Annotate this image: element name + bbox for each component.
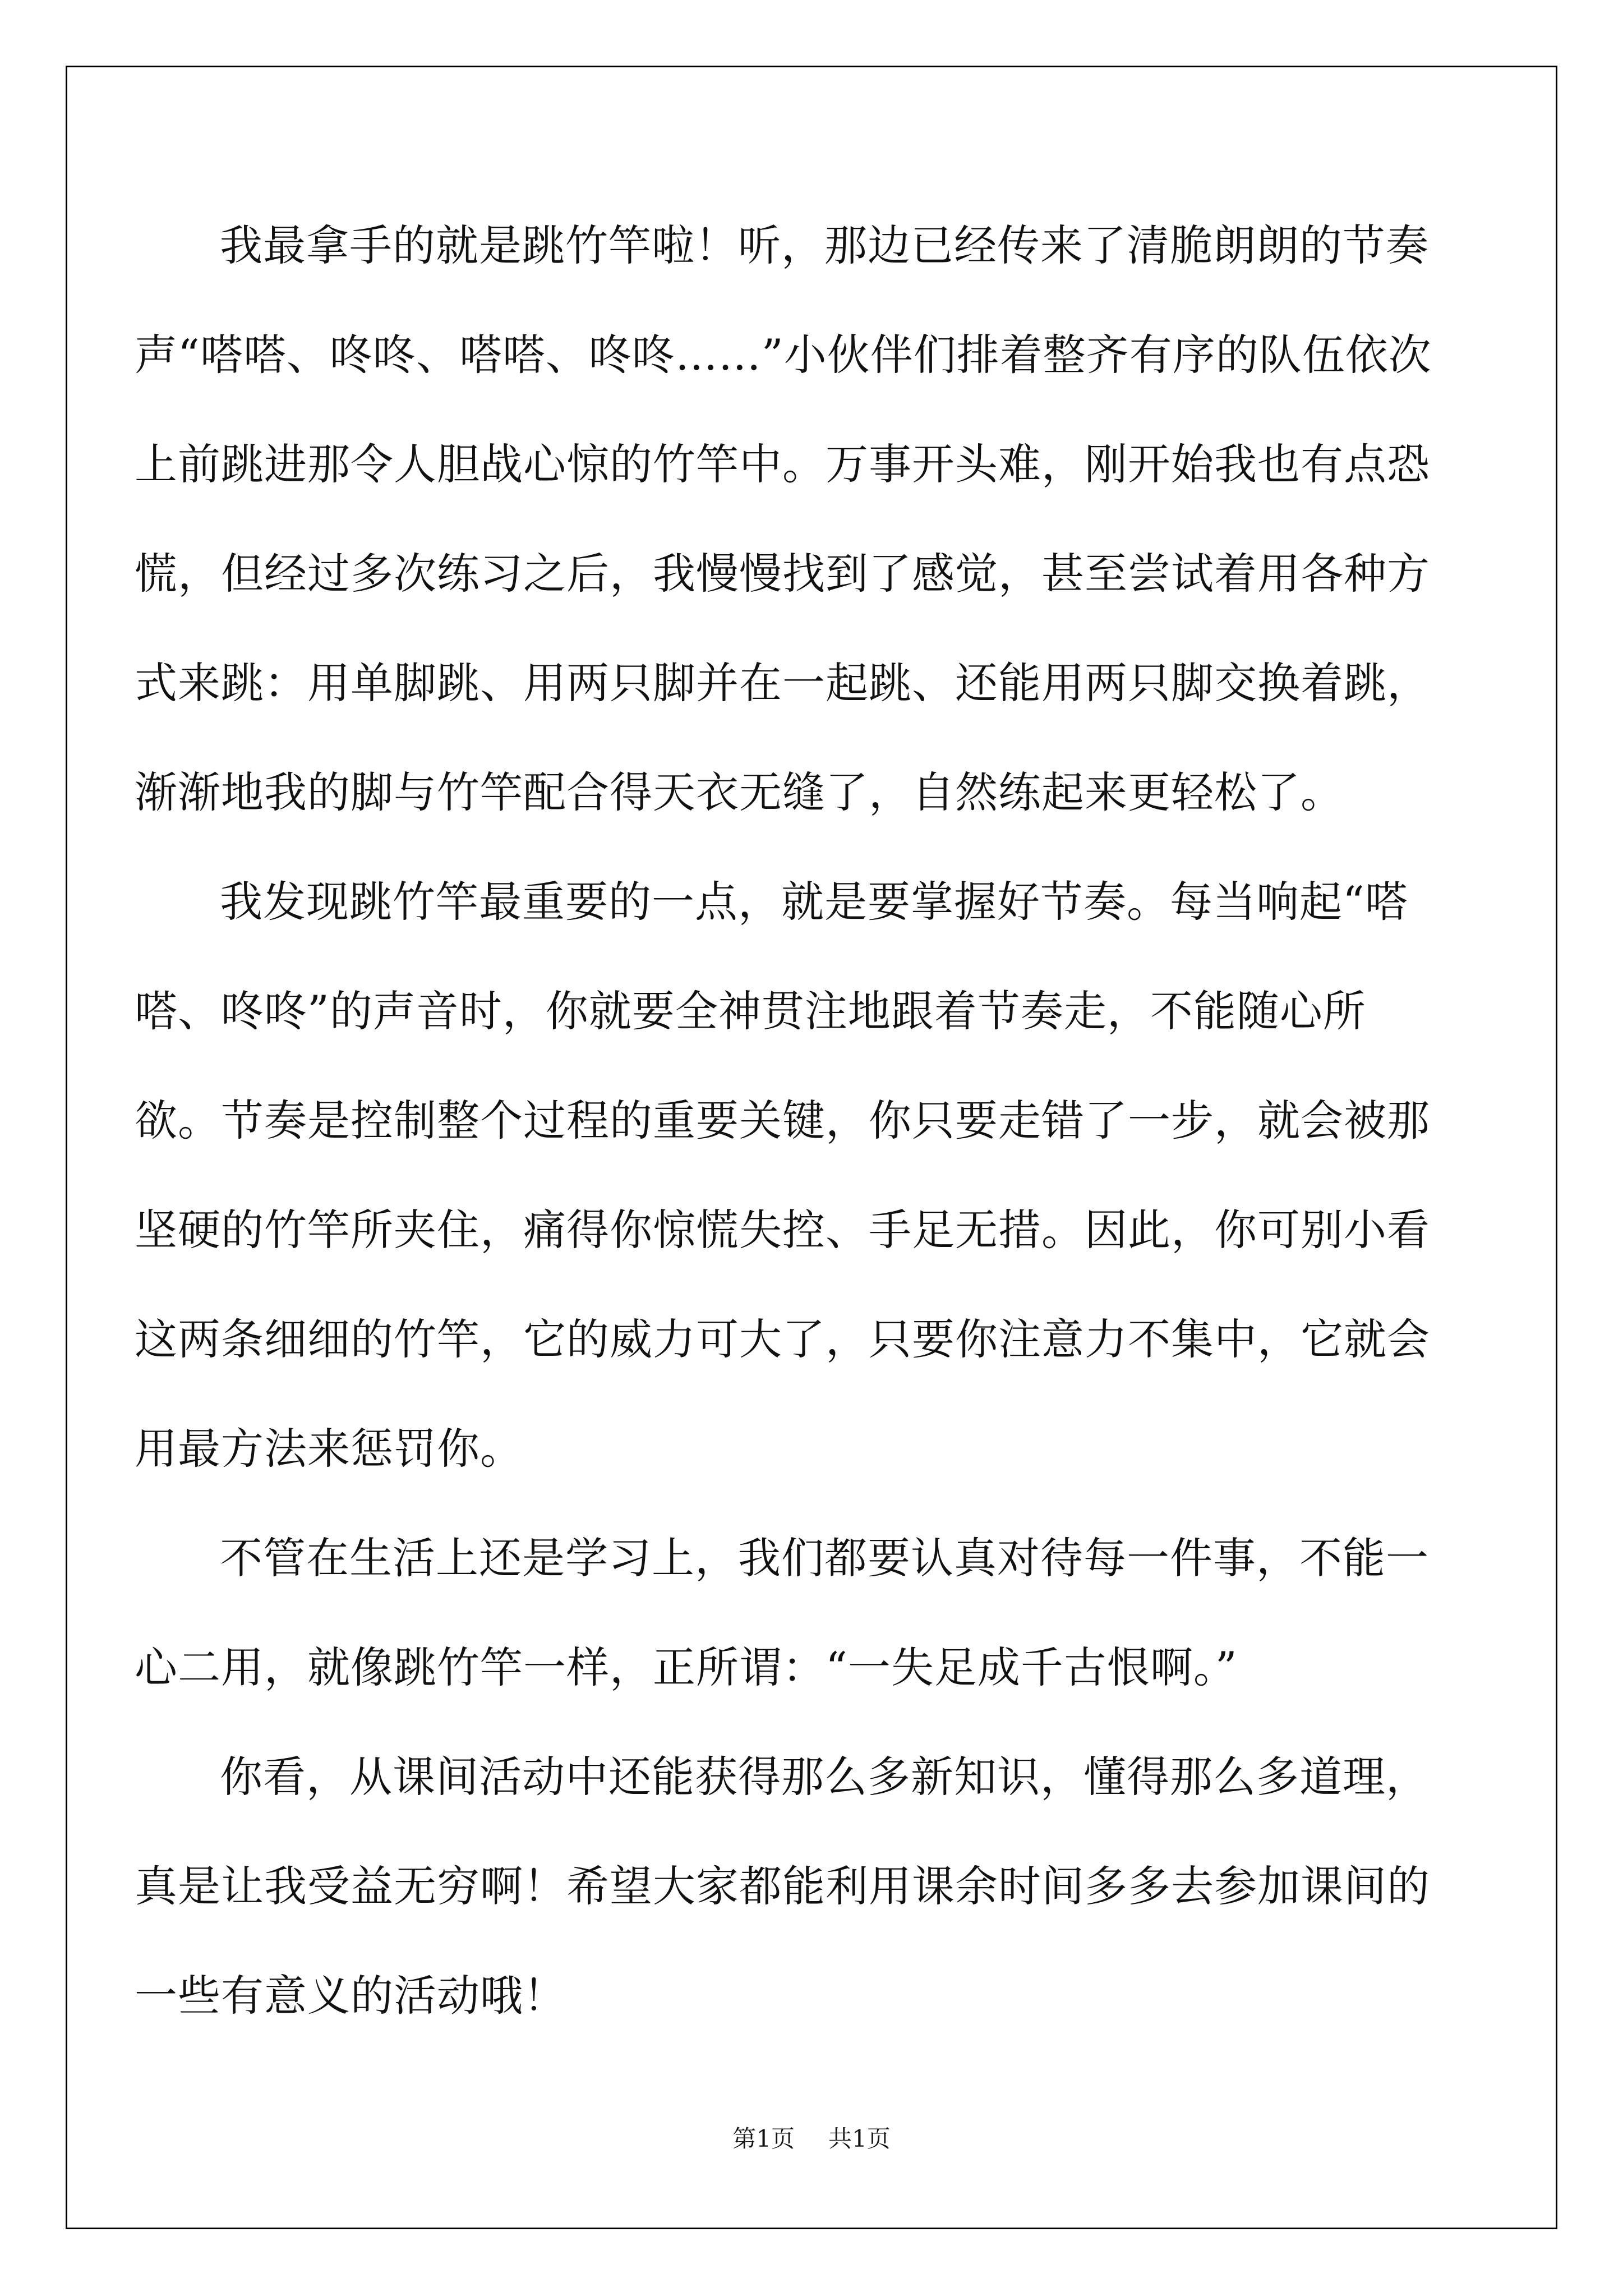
document-body (135, 191, 1447, 2050)
paragraph-3: 不管在生活上还是学习上，我们都要认真对待每一件事，不能一心二用，就像跳竹竿一样，正所谓：“一失足成千古恨啊。” (135, 1533, 1429, 1692)
page-footer (0, 2122, 1623, 2156)
page-number-current: 第1页 (732, 2125, 795, 2152)
page-number-total: 共1页 (828, 2125, 891, 2152)
paragraph-4: 你看，从课间活动中还能获得那么多新知识，懂得那么多道理，真是让我受益无穷啊！希望大家都能利用课余时间多多去参加课间的一些有意义的活动哦！ (135, 1752, 1430, 2021)
paragraph-2: 我发现跳竹竿最重要的一点，就是要掌握好节奏。每当响起“嗒嗒、咚咚”的声音时，你就要全神贯注地跟着节奏走，不能随心所欲。节奏是控制整个过程的重要关键，你只要走错了一步，就会被那坚硬的竹竿所夹住，痛得你惊慌失控、手足无措。因此，你可别小看这两条细细的竹竿，它的威力可大了，只要你注意力不集中，它就会用最方法来惩罚你。 (135, 877, 1430, 1474)
paragraph-1: 我最拿手的就是跳竹竿啦！听，那边已经传来了清脆朗朗的节奏声“嗒嗒、咚咚、嗒嗒、咚咚……”小伙伴们排着整齐有序的队伍依次上前跳进那令人胆战心惊的竹竿中。万事开头难，刚开始我也有点恐慌，但经过多次练习之后，我慢慢找到了感觉，甚至尝试着用各种方式来跳：用单脚跳、用两只脚并在一起跳、还能用两只脚交换着跳，渐渐地我的脚与竹竿配合得天衣无缝了，自然练起来更轻松了。 (135, 220, 1432, 817)
